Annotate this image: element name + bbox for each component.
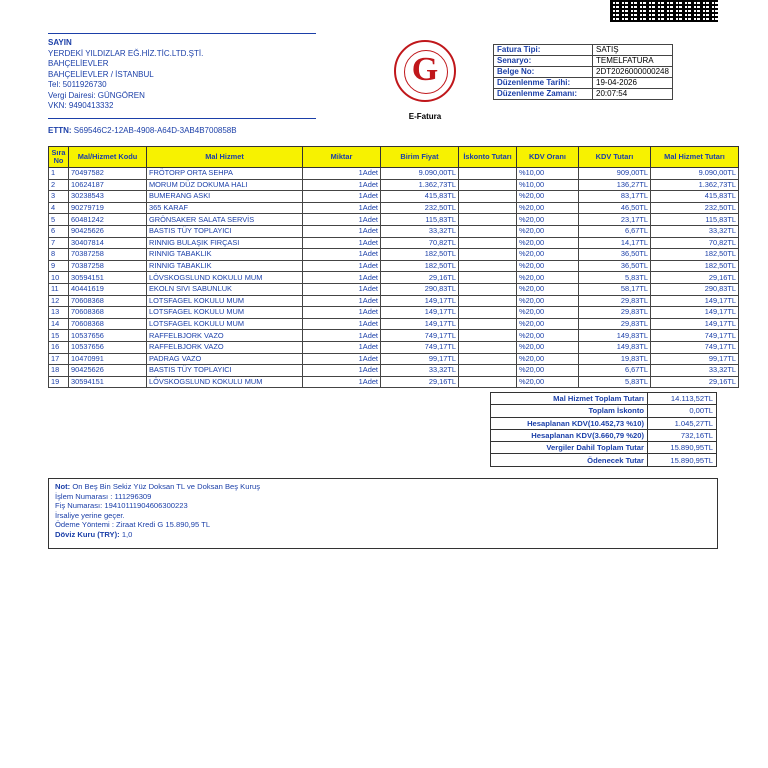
table-cell: 29,83TL (579, 318, 651, 330)
table-cell: 415,83TL (381, 191, 459, 203)
table-cell: 909,00TL (579, 168, 651, 180)
fis-number: Fiş Numarası: 19410111904606300223 (55, 501, 188, 511)
table-cell (459, 283, 517, 295)
table-cell: 12 (49, 295, 69, 307)
table-cell: 6 (49, 225, 69, 237)
table-cell: 33,32TL (651, 225, 739, 237)
table-cell: 29,16TL (381, 376, 459, 388)
table-cell: 70,82TL (381, 237, 459, 249)
table-cell: 29,16TL (651, 272, 739, 284)
column-header: Mal Hizmet (147, 147, 303, 168)
table-cell: BASTIS TÜY TOPLAYICI (147, 365, 303, 377)
table-row (49, 295, 739, 307)
table-cell: 70,82TL (651, 237, 739, 249)
table-row (49, 283, 739, 295)
totals-row (491, 454, 717, 466)
table-cell: 149,17TL (381, 295, 459, 307)
totals-label: Vergiler Dahil Toplam Tutar (491, 442, 648, 454)
totals-value: 15.890,95TL (648, 442, 717, 454)
table-cell: 19,83TL (579, 353, 651, 365)
table-cell: 1Adet (303, 237, 381, 249)
table-row (49, 214, 739, 226)
table-cell: 1Adet (303, 272, 381, 284)
table-cell: 30238543 (69, 191, 147, 203)
table-cell: 290,83TL (651, 283, 739, 295)
table-row (49, 307, 739, 319)
column-header: Birim Fiyat (381, 147, 459, 168)
table-cell: RINNIG TABAKLIK (147, 260, 303, 272)
totals-label: Mal Hizmet Toplam Tutarı (491, 393, 648, 405)
totals-label: Toplam İskonto (491, 405, 648, 417)
table-cell: 33,32TL (381, 225, 459, 237)
table-cell: 1Adet (303, 168, 381, 180)
totals-table (490, 392, 717, 467)
totals-row (491, 405, 717, 417)
table-cell: 1 (49, 168, 69, 180)
table-cell (459, 341, 517, 353)
table-cell: 8 (49, 249, 69, 261)
table-cell: 149,83TL (579, 341, 651, 353)
table-cell: 1Adet (303, 376, 381, 388)
table-cell: 1Adet (303, 307, 381, 319)
table-row (49, 260, 739, 272)
table-cell: 33,32TL (381, 365, 459, 377)
table-cell: %20,00 (517, 237, 579, 249)
exchange-rate-value: 1,0 (121, 529, 133, 539)
meta-label: Senaryo: (494, 56, 593, 67)
column-header: Sıra No (49, 147, 69, 168)
table-cell: LÖVSKOGSLUND KOKULU MUM (147, 272, 303, 284)
table-row (49, 272, 739, 284)
totals-value: 0,00TL (648, 405, 717, 417)
table-cell (459, 260, 517, 272)
table-cell: 90425626 (69, 365, 147, 377)
meta-label: Belge No: (494, 67, 593, 78)
table-cell: RINNIG TABAKLIK (147, 249, 303, 261)
seller-phone: Tel: 5011926730 (48, 80, 107, 89)
table-cell: 149,17TL (381, 318, 459, 330)
table-cell: 9.090,00TL (651, 168, 739, 180)
table-cell: 13 (49, 307, 69, 319)
table-cell: 7 (49, 237, 69, 249)
table-cell: 70608368 (69, 307, 147, 319)
table-cell: 5 (49, 214, 69, 226)
meta-label: Düzenlenme Zamanı: (494, 89, 593, 100)
table-cell: 99,17TL (381, 353, 459, 365)
seller-block (48, 38, 203, 112)
seller-vkn: VKN: 9490413332 (48, 101, 114, 110)
table-cell (459, 365, 517, 377)
table-cell: %20,00 (517, 202, 579, 214)
table-cell: 30407814 (69, 237, 147, 249)
totals-label: Hesaplanan KDV(3.660,79 %20) (491, 429, 648, 441)
ettn-value: S69546C2-12AB-4908-A64D-3AB4B700858B (73, 126, 237, 135)
table-cell: %20,00 (517, 295, 579, 307)
table-cell (459, 272, 517, 284)
table-cell: %20,00 (517, 191, 579, 203)
table-cell: 18 (49, 365, 69, 377)
table-cell: 232,50TL (381, 202, 459, 214)
meta-row (494, 45, 673, 56)
table-cell: GRÖNSAKER SALATA SERVİS (147, 214, 303, 226)
seller-heading: SAYIN (48, 38, 72, 47)
irsaliye-note: İrsaliye yerine geçer. (55, 510, 125, 520)
meta-row (494, 78, 673, 89)
items-table (48, 146, 739, 388)
table-cell: 83,17TL (579, 191, 651, 203)
table-cell: %20,00 (517, 341, 579, 353)
table-cell: 749,17TL (381, 341, 459, 353)
seller-name: YERDEKİ YILDIZLAR EĞ.HİZ.TİC.LTD.ŞTİ. (48, 48, 204, 58)
amount-in-words-line (55, 482, 711, 492)
amount-in-words: On Beş Bin Sekiz Yüz Doksan TL ve Doksan Beş Kuruş (72, 482, 260, 491)
table-cell: 2 (49, 179, 69, 191)
table-cell: 33,32TL (651, 365, 739, 377)
table-cell: 60481242 (69, 214, 147, 226)
table-cell: 149,83TL (579, 330, 651, 342)
table-cell (459, 168, 517, 180)
table-cell: 149,17TL (651, 295, 739, 307)
table-cell: 1Adet (303, 191, 381, 203)
column-header: Mal Hizmet Tutarı (651, 147, 739, 168)
table-row (49, 249, 739, 261)
table-cell: 40441619 (69, 283, 147, 295)
table-cell: 14,17TL (579, 237, 651, 249)
table-row (49, 179, 739, 191)
table-cell: 232,50TL (651, 202, 739, 214)
table-cell: 149,17TL (381, 307, 459, 319)
table-cell: %20,00 (517, 214, 579, 226)
table-cell: 5,83TL (579, 272, 651, 284)
table-cell: 115,83TL (381, 214, 459, 226)
table-cell: 9 (49, 260, 69, 272)
table-cell: 1Adet (303, 202, 381, 214)
logo-letter: G (411, 51, 439, 88)
table-cell: 1Adet (303, 214, 381, 226)
table-cell: 70497582 (69, 168, 147, 180)
seller-top-rule (48, 33, 316, 34)
table-cell: 182,50TL (651, 249, 739, 261)
table-cell: RAFFELBJORK VAZO (147, 341, 303, 353)
table-cell: %20,00 (517, 376, 579, 388)
table-cell: 70608368 (69, 318, 147, 330)
table-cell: 29,16TL (381, 272, 459, 284)
table-cell: 46,50TL (579, 202, 651, 214)
table-cell: FRÖTORP ORTA SEHPA (147, 168, 303, 180)
table-cell: %20,00 (517, 353, 579, 365)
table-cell: 365 KARAF (147, 202, 303, 214)
table-cell: 3 (49, 191, 69, 203)
totals-label: Hesaplanan KDV(10.452,73 %10) (491, 417, 648, 429)
meta-row (494, 56, 673, 67)
meta-row (494, 89, 673, 100)
exchange-rate-label: Döviz Kuru (TRY): (55, 529, 120, 539)
table-cell: 10537656 (69, 341, 147, 353)
notes-box (48, 478, 718, 549)
table-cell (459, 376, 517, 388)
table-cell: 29,83TL (579, 307, 651, 319)
table-cell: 90279719 (69, 202, 147, 214)
table-cell: EKOLN SIVI SABUNLUK (147, 283, 303, 295)
table-cell (459, 318, 517, 330)
table-cell: 5,83TL (579, 376, 651, 388)
table-cell: 149,17TL (651, 307, 739, 319)
seller-tax-office: Vergi Dairesi: GÜNGÖREN (48, 90, 145, 100)
islem-number: İşlem Numarası : 111296309 (55, 491, 152, 501)
table-cell: 6,67TL (579, 225, 651, 237)
table-cell: 149,17TL (651, 318, 739, 330)
meta-label: Düzenlenme Tarihi: (494, 78, 593, 89)
table-cell: 4 (49, 202, 69, 214)
table-row (49, 341, 739, 353)
table-cell: 749,17TL (381, 330, 459, 342)
table-cell (459, 214, 517, 226)
table-cell: %20,00 (517, 365, 579, 377)
table-cell: 11 (49, 283, 69, 295)
table-row (49, 168, 739, 180)
table-cell: 749,17TL (651, 330, 739, 342)
table-cell: BUMERANG ASKI (147, 191, 303, 203)
table-cell (459, 202, 517, 214)
table-row (49, 353, 739, 365)
totals-row (491, 442, 717, 454)
table-cell: BASTIS TÜY TOPLAYICI (147, 225, 303, 237)
totals-row (491, 393, 717, 405)
table-cell: %20,00 (517, 318, 579, 330)
table-row (49, 318, 739, 330)
table-cell: 182,50TL (651, 260, 739, 272)
table-cell (459, 179, 517, 191)
seller-district: BAHÇELİEVLER (48, 59, 109, 68)
table-cell: 10537656 (69, 330, 147, 342)
table-cell: 1.362,73TL (381, 179, 459, 191)
table-row (49, 191, 739, 203)
table-row (49, 225, 739, 237)
table-cell (459, 237, 517, 249)
meta-value: SATIŞ (593, 45, 673, 56)
table-cell: RAFFELBJORK VAZO (147, 330, 303, 342)
table-cell: 1Adet (303, 330, 381, 342)
table-cell: 290,83TL (381, 283, 459, 295)
meta-value: 19-04-2026 (593, 78, 673, 89)
table-cell: 99,17TL (651, 353, 739, 365)
table-cell (459, 330, 517, 342)
totals-row (491, 429, 717, 441)
table-cell: 30594151 (69, 272, 147, 284)
payment-method: Ödeme Yöntemi : Ziraat Kredi G 15.890,95 TL (55, 520, 211, 530)
column-header: Mal/Hizmet Kodu (69, 147, 147, 168)
table-cell: 30594151 (69, 376, 147, 388)
table-cell: 29,16TL (651, 376, 739, 388)
table-cell (459, 307, 517, 319)
table-cell: 1Adet (303, 179, 381, 191)
table-cell (459, 295, 517, 307)
meta-value: TEMELFATURA (593, 56, 673, 67)
table-cell: LOTSFAGEL KOKULU MUM (147, 307, 303, 319)
table-cell: 415,83TL (651, 191, 739, 203)
column-header: KDV Oranı (517, 147, 579, 168)
table-cell: 23,17TL (579, 214, 651, 226)
totals-value: 1.045,27TL (648, 417, 717, 429)
table-cell: 1Adet (303, 365, 381, 377)
table-cell: 6,67TL (579, 365, 651, 377)
seller-bottom-rule (48, 118, 316, 119)
meta-value: 2DT2026000000248 (593, 67, 673, 78)
table-cell: 15 (49, 330, 69, 342)
meta-label: Fatura Tipi: (494, 45, 593, 56)
table-cell: 17 (49, 353, 69, 365)
table-cell: 749,17TL (651, 341, 739, 353)
table-cell: 1Adet (303, 283, 381, 295)
table-cell: 58,17TL (579, 283, 651, 295)
table-cell: %20,00 (517, 283, 579, 295)
table-cell: 182,50TL (381, 260, 459, 272)
table-cell: 1Adet (303, 260, 381, 272)
table-cell: 1Adet (303, 353, 381, 365)
column-header: İskonto Tutarı (459, 147, 517, 168)
table-cell: 10470991 (69, 353, 147, 365)
notes-label: Not: (55, 482, 71, 491)
seller-city: BAHÇELİEVLER / İSTANBUL (48, 69, 154, 79)
table-cell (459, 225, 517, 237)
table-cell (459, 191, 517, 203)
table-cell: PADRAG VAZO (147, 353, 303, 365)
table-cell: 1.362,73TL (651, 179, 739, 191)
gib-logo (394, 40, 456, 102)
table-cell: %10,00 (517, 179, 579, 191)
table-cell: 19 (49, 376, 69, 388)
meta-row (494, 67, 673, 78)
qr-code (610, 0, 718, 22)
efatura-caption: E-Fatura (408, 112, 442, 121)
table-cell: 1Adet (303, 225, 381, 237)
table-cell: %20,00 (517, 225, 579, 237)
table-cell: 1Adet (303, 341, 381, 353)
table-cell: 1Adet (303, 249, 381, 261)
table-cell: 70387258 (69, 249, 147, 261)
table-row (49, 237, 739, 249)
table-row (49, 365, 739, 377)
column-header: KDV Tutarı (579, 147, 651, 168)
table-cell: 70387258 (69, 260, 147, 272)
table-cell: 16 (49, 341, 69, 353)
table-cell: 36,50TL (579, 249, 651, 261)
table-row (49, 330, 739, 342)
table-cell: %20,00 (517, 307, 579, 319)
ettn-line (48, 126, 237, 135)
table-cell: 10 (49, 272, 69, 284)
table-cell: LOTSFAGEL KOKULU MUM (147, 318, 303, 330)
exchange-rate-line (55, 530, 711, 540)
table-cell: 36,50TL (579, 260, 651, 272)
table-cell: 70608368 (69, 295, 147, 307)
table-cell: LÖVSKOGSLUND KOKULU MUM (147, 376, 303, 388)
ettn-label: ETTN: (48, 126, 72, 135)
table-cell: %20,00 (517, 330, 579, 342)
table-cell: RINNIG BULAŞIK FIRÇASI (147, 237, 303, 249)
table-cell (459, 249, 517, 261)
table-cell: 115,83TL (651, 214, 739, 226)
totals-value: 15.890,95TL (648, 454, 717, 466)
table-cell: MORUM DÜZ DOKUMA HALI (147, 179, 303, 191)
meta-value: 20:07:54 (593, 89, 673, 100)
table-cell: %20,00 (517, 260, 579, 272)
table-cell: 136,27TL (579, 179, 651, 191)
column-header: Miktar (303, 147, 381, 168)
table-cell: %20,00 (517, 249, 579, 261)
table-row (49, 202, 739, 214)
invoice-meta-table (493, 44, 673, 100)
table-cell: 29,83TL (579, 295, 651, 307)
table-cell: 182,50TL (381, 249, 459, 261)
table-cell: 14 (49, 318, 69, 330)
table-cell: 1Adet (303, 318, 381, 330)
table-cell: 1Adet (303, 295, 381, 307)
totals-label: Ödenecek Tutar (491, 454, 648, 466)
table-cell: %10,00 (517, 168, 579, 180)
table-cell: 90425626 (69, 225, 147, 237)
totals-row (491, 417, 717, 429)
table-row (49, 376, 739, 388)
table-cell: %20,00 (517, 272, 579, 284)
table-cell: LOTSFAGEL KOKULU MUM (147, 295, 303, 307)
table-cell: 10624187 (69, 179, 147, 191)
totals-value: 732,16TL (648, 429, 717, 441)
table-cell: 9.090,00TL (381, 168, 459, 180)
table-cell (459, 353, 517, 365)
totals-value: 14.113,52TL (648, 393, 717, 405)
